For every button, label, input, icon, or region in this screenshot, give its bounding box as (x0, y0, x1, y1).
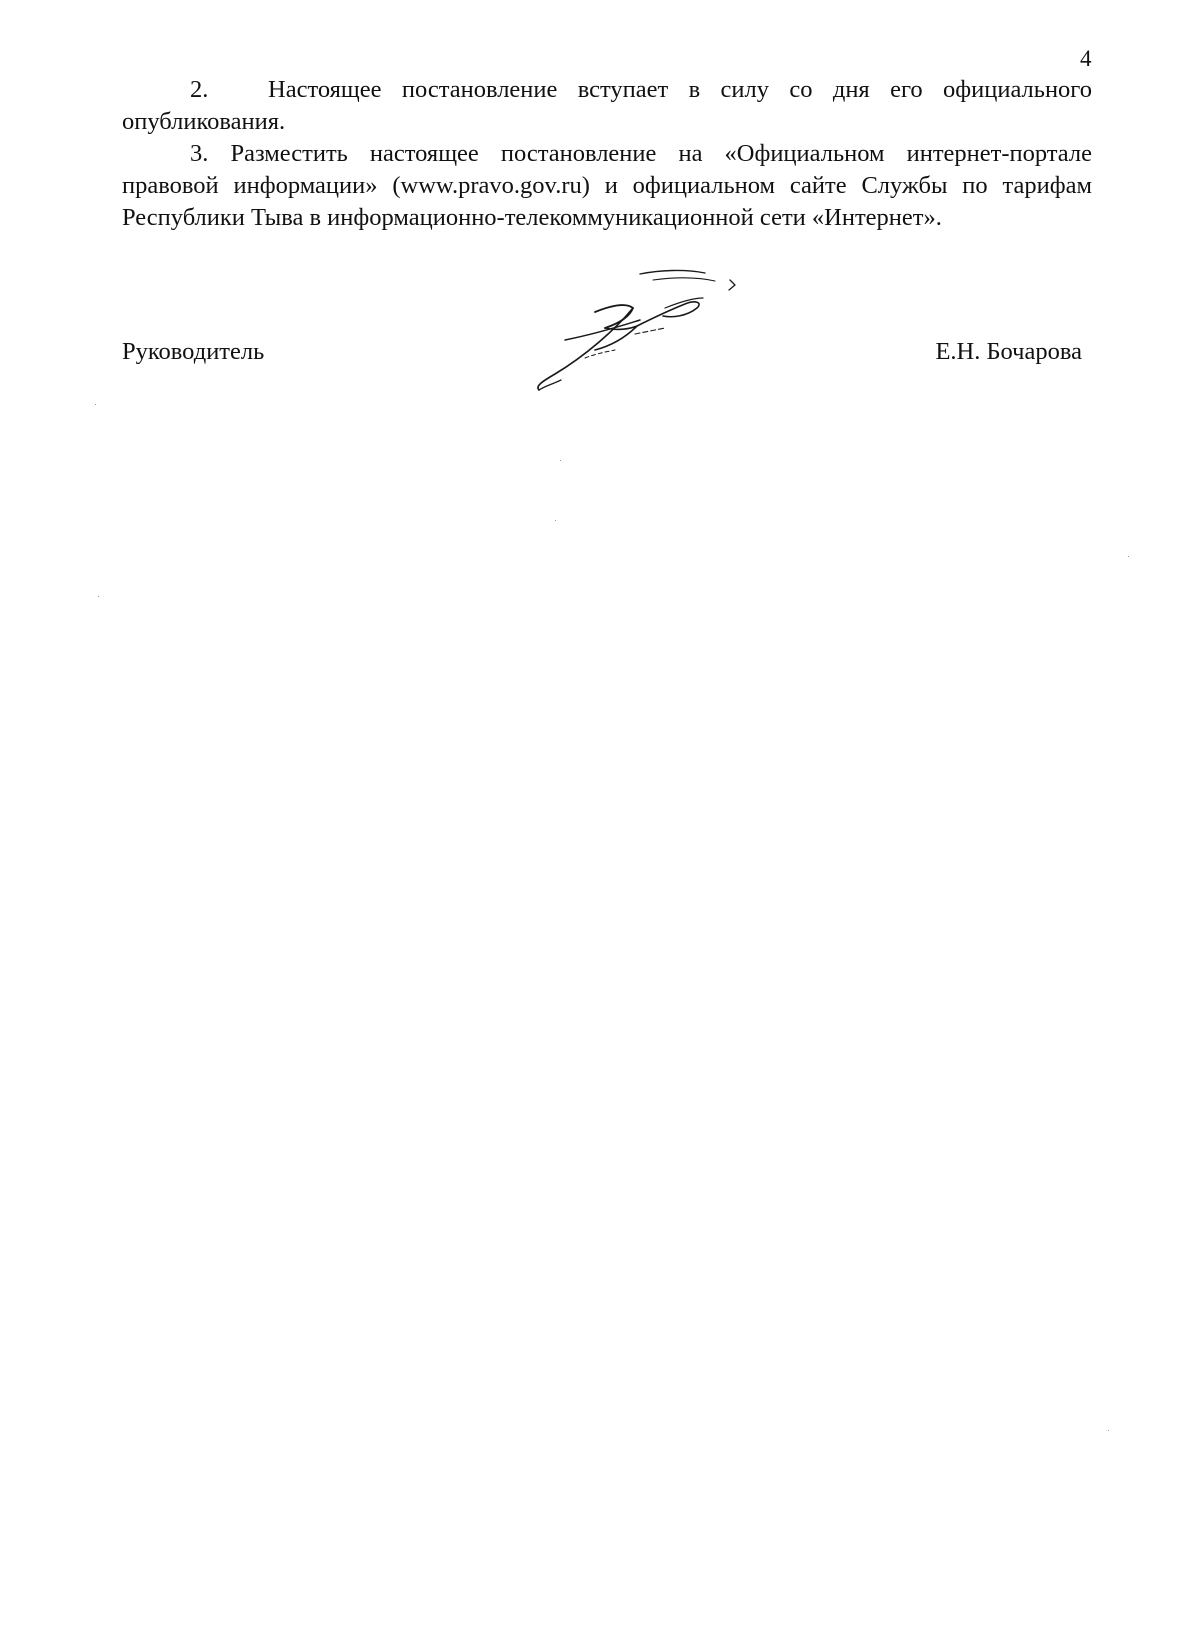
scan-speck (1108, 1430, 1109, 1431)
scan-speck (560, 460, 561, 461)
document-body (122, 74, 1092, 234)
page-number: 4 (1080, 46, 1092, 71)
scan-speck (98, 596, 99, 597)
scan-speck (555, 520, 556, 521)
scan-speck (1128, 556, 1129, 557)
paragraph-2 (122, 74, 1092, 138)
handwritten-signature (525, 268, 795, 398)
signatory-title: Руководитель (122, 338, 265, 365)
scan-speck (95, 404, 96, 405)
paragraph-2-number: 2. (190, 76, 209, 103)
signatory-name: Е.Н. Бочарова (935, 338, 1082, 365)
paragraph-2-text: Настоящее постановление вступает в силу со дня его официального опубликования. (122, 76, 1092, 135)
paragraph-3: 3. Разместить настоящее постановление на «Официальном интернет-портале правовой информации» (www.pravo.gov.ru) и официальном сайте Службы по тарифам Республики Тыва в информационно-телекоммуникационной сети «Интернет». (122, 140, 1092, 231)
